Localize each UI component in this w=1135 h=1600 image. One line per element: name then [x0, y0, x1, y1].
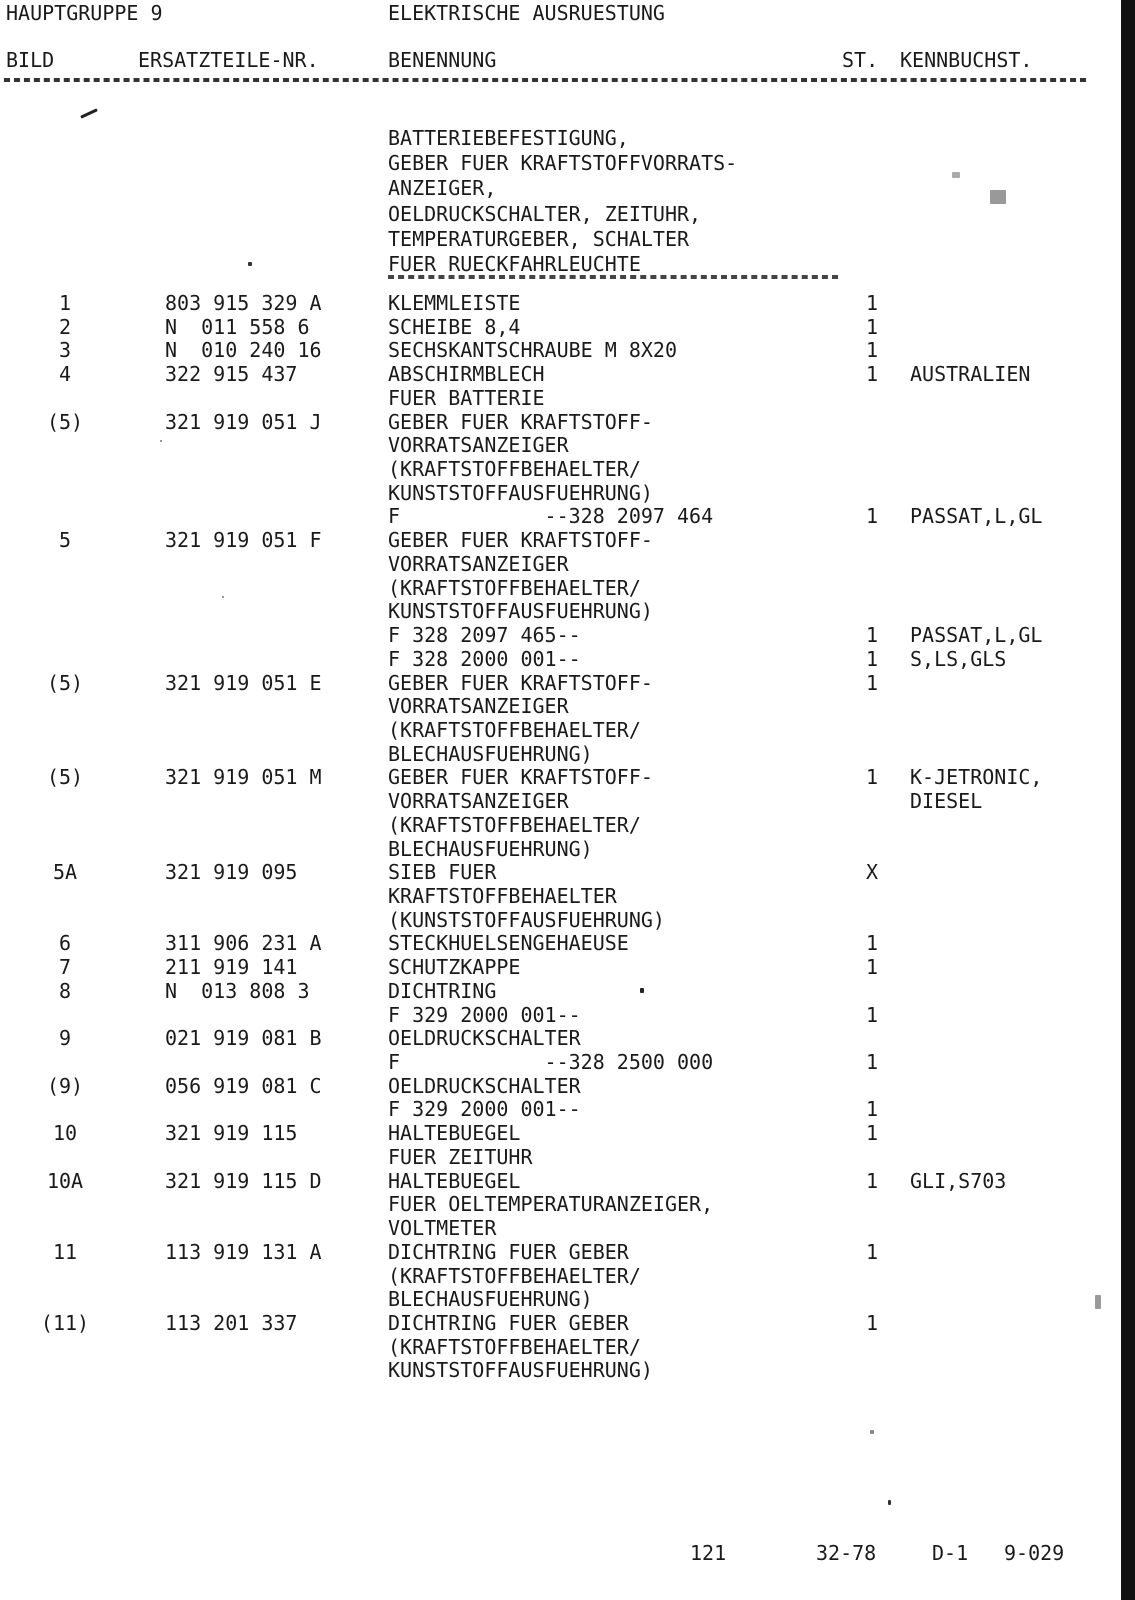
part-description: F 329 2000 001-- — [388, 1097, 581, 1122]
table-row — [0, 1265, 1100, 1288]
quantity: 1 — [866, 362, 879, 387]
table-row — [0, 956, 1100, 979]
part-description: GEBER FUER KRAFTSTOFF- — [388, 409, 653, 434]
quantity: 1 — [866, 1310, 879, 1335]
identifier: K-JETRONIC, — [910, 765, 1043, 790]
scan-edge — [1121, 0, 1135, 1600]
table-row — [0, 1241, 1100, 1264]
table-row — [0, 1027, 1100, 1050]
item-number: 2 — [58, 314, 72, 339]
part-description: (KRAFTSTOFFBEHAELTER/ — [388, 717, 641, 742]
part-description: GEBER FUER KRAFTSTOFF- — [388, 528, 653, 553]
item-number: (9) — [46, 1073, 84, 1098]
table-row — [0, 577, 1100, 600]
scan-smudge — [952, 172, 960, 178]
intro-line: TEMPERATURGEBER, SCHALTER — [388, 226, 690, 251]
part-description: (KUNSTSTOFFAUSFUEHRUNG) — [388, 907, 665, 932]
scan-smudge — [1095, 1295, 1101, 1309]
table-row — [0, 743, 1100, 766]
item-number: 10 — [52, 1121, 78, 1146]
intro-rule — [388, 275, 838, 279]
part-description: SECHSKANTSCHRAUBE M 8X20 — [388, 338, 677, 363]
table-row — [0, 1075, 1100, 1098]
part-number: 321 919 051 F — [165, 528, 322, 553]
part-description: VORRATSANZEIGER — [388, 789, 569, 814]
table-row — [0, 1336, 1100, 1359]
section-title: ELEKTRISCHE AUSRUESTUNG — [388, 1, 665, 25]
item-number: 11 — [52, 1239, 78, 1264]
part-number: 056 919 081 C — [165, 1073, 322, 1098]
quantity: 1 — [866, 931, 879, 956]
table-row — [0, 339, 1100, 362]
col-st: ST. — [842, 48, 879, 72]
col-nr: ERSATZTEILE-NR. — [138, 48, 319, 72]
part-description: BLECHAUSFUEHRUNG) — [388, 1287, 593, 1312]
scan-speck — [222, 596, 224, 598]
table-row — [0, 719, 1100, 742]
part-description: KLEMMLEISTE — [388, 291, 521, 315]
quantity: 1 — [866, 1168, 879, 1193]
identifier: PASSAT,L,GL — [910, 623, 1043, 648]
table-row — [0, 434, 1100, 457]
table-row — [0, 600, 1100, 623]
part-description: F 328 2000 001-- — [388, 646, 581, 671]
quantity: X — [866, 860, 879, 885]
quantity: 1 — [866, 623, 879, 648]
part-number: 113 201 337 — [165, 1310, 298, 1335]
quantity: 1 — [866, 955, 879, 980]
part-description: FUER BATTERIE — [388, 385, 545, 410]
intro-line: OELDRUCKSCHALTER, ZEITUHR, — [388, 201, 702, 226]
table-row — [0, 1122, 1100, 1145]
part-number: 311 906 231 A — [165, 931, 322, 956]
part-description: BLECHAUSFUEHRUNG) — [388, 741, 593, 766]
part-description: (KRAFTSTOFFBEHAELTER/ — [388, 812, 641, 837]
part-description: SCHUTZKAPPE — [388, 955, 521, 980]
scan-mark — [80, 108, 98, 118]
item-number: 7 — [58, 955, 72, 980]
part-number: 321 919 051 E — [165, 670, 322, 695]
footer-date: 32-78 — [816, 1541, 877, 1565]
part-description: F --328 2097 464 — [388, 504, 714, 529]
table-row — [0, 1051, 1100, 1074]
table-row — [0, 529, 1100, 552]
footer-code: D-1 — [932, 1541, 969, 1565]
table-row — [0, 1004, 1100, 1027]
part-description: VOLTMETER — [388, 1216, 497, 1241]
quantity: 1 — [866, 1097, 879, 1122]
intro-line: BATTERIEBEFESTIGUNG, — [388, 126, 629, 150]
part-description: OELDRUCKSCHALTER — [388, 1026, 581, 1051]
part-number: N 013 808 3 — [165, 978, 310, 1003]
part-description: FUER ZEITUHR — [388, 1144, 533, 1169]
part-description: GEBER FUER KRAFTSTOFF- — [388, 670, 653, 695]
part-description: ABSCHIRMBLECH — [388, 362, 545, 387]
item-number: 5 — [58, 528, 72, 553]
scan-speck — [870, 1430, 874, 1434]
quantity: 1 — [866, 504, 879, 529]
scan-speck — [160, 440, 162, 442]
part-description: DICHTRING FUER GEBER — [388, 1310, 629, 1335]
table-row — [0, 909, 1100, 932]
table-row — [0, 814, 1100, 837]
part-description: VORRATSANZEIGER — [388, 433, 569, 458]
item-number: 4 — [58, 362, 72, 387]
table-row — [0, 553, 1100, 576]
part-description: (KRAFTSTOFFBEHAELTER/ — [388, 575, 641, 600]
table-row — [0, 1359, 1100, 1382]
part-number: 321 919 051 M — [165, 765, 322, 790]
part-description: DICHTRING — [388, 978, 497, 1003]
table-row — [0, 505, 1100, 528]
table-row — [0, 292, 1100, 315]
table-row — [0, 838, 1100, 861]
part-description: (KRAFTSTOFFBEHAELTER/ — [388, 1334, 641, 1359]
identifier: DIESEL — [910, 789, 983, 814]
identifier: AUSTRALIEN — [910, 362, 1031, 387]
part-number: 322 915 437 — [165, 362, 298, 387]
table-row — [0, 1170, 1100, 1193]
table-row — [0, 1288, 1100, 1311]
intro-line: ANZEIGER, — [388, 176, 497, 201]
item-number: (5) — [46, 409, 84, 434]
quantity: 1 — [866, 314, 879, 339]
part-number: 321 919 115 D — [165, 1168, 322, 1193]
item-number: 9 — [58, 1026, 72, 1051]
header-rule — [4, 78, 1086, 82]
footer-ref: 9-029 — [1004, 1541, 1065, 1565]
table-row — [0, 695, 1100, 718]
quantity: 1 — [866, 338, 879, 363]
table-row — [0, 363, 1100, 386]
quantity: 1 — [866, 646, 879, 671]
part-description: HALTEBUEGEL — [388, 1121, 521, 1146]
item-number: (5) — [46, 670, 84, 695]
part-description: F 328 2097 465-- — [388, 623, 581, 648]
part-description: KUNSTSTOFFAUSFUEHRUNG) — [388, 480, 653, 505]
part-description: VORRATSANZEIGER — [388, 551, 569, 576]
part-number: 321 919 095 — [165, 860, 298, 885]
quantity: 1 — [866, 1121, 879, 1146]
item-number: (11) — [40, 1310, 90, 1335]
scan-speck — [888, 1500, 891, 1505]
scan-smudge — [990, 190, 1006, 204]
part-description: SIEB FUER — [388, 860, 497, 885]
identifier: PASSAT,L,GL — [910, 504, 1043, 529]
part-number: 321 919 115 — [165, 1121, 298, 1146]
scan-speck — [640, 988, 644, 993]
part-number: N 010 240 16 — [165, 338, 322, 363]
identifier: GLI,S703 — [910, 1168, 1007, 1193]
part-description: VORRATSANZEIGER — [388, 694, 569, 719]
part-description: KUNSTSTOFFAUSFUEHRUNG) — [388, 1358, 653, 1383]
table-row — [0, 624, 1100, 647]
table-row — [0, 980, 1100, 1003]
quantity: 1 — [866, 670, 879, 695]
table-row — [0, 861, 1100, 884]
item-number: 3 — [58, 338, 72, 363]
quantity: 1 — [866, 1002, 879, 1027]
part-description: (KRAFTSTOFFBEHAELTER/ — [388, 1263, 641, 1288]
part-number: 803 915 329 A — [165, 291, 322, 315]
part-description: F 329 2000 001-- — [388, 1002, 581, 1027]
item-number: 10A — [46, 1168, 84, 1193]
part-description: FUER OELTEMPERATURANZEIGER, — [388, 1192, 714, 1217]
part-description: KRAFTSTOFFBEHAELTER — [388, 884, 617, 908]
table-row — [0, 648, 1100, 671]
part-number: N 011 558 6 — [165, 314, 310, 339]
table-row — [0, 387, 1100, 410]
part-description: HALTEBUEGEL — [388, 1168, 521, 1193]
col-benennung: BENENNUNG — [388, 48, 497, 72]
part-description: STECKHUELSENGEHAEUSE — [388, 931, 629, 956]
intro-line: FUER RUECKFAHRLEUCHTE — [388, 252, 641, 276]
scan-speck — [248, 262, 252, 266]
col-kennbuchst: KENNBUCHST. — [900, 48, 1033, 72]
part-description: OELDRUCKSCHALTER — [388, 1073, 581, 1098]
table-row — [0, 672, 1100, 695]
quantity: 1 — [866, 1050, 879, 1075]
table-row — [0, 482, 1100, 505]
quantity: 1 — [866, 765, 879, 790]
table-row — [0, 1193, 1100, 1216]
quantity: 1 — [866, 291, 879, 315]
part-description: DICHTRING FUER GEBER — [388, 1239, 629, 1264]
group-title: HAUPTGRUPPE 9 — [6, 1, 163, 25]
part-description: KUNSTSTOFFAUSFUEHRUNG) — [388, 599, 653, 624]
part-description: BLECHAUSFUEHRUNG) — [388, 836, 593, 861]
item-number: 5A — [52, 860, 78, 885]
table-row — [0, 1312, 1100, 1335]
part-description: (KRAFTSTOFFBEHAELTER/ — [388, 457, 641, 482]
item-number: 8 — [58, 978, 72, 1003]
table-row — [0, 790, 1100, 813]
part-description: GEBER FUER KRAFTSTOFF- — [388, 765, 653, 790]
part-description: F --328 2500 000 — [388, 1050, 714, 1075]
col-bild: BILD — [6, 48, 55, 72]
item-number: 1 — [58, 291, 72, 315]
table-row — [0, 458, 1100, 481]
table-row — [0, 1217, 1100, 1240]
table-row — [0, 316, 1100, 339]
identifier: S,LS,GLS — [910, 646, 1007, 671]
part-number: 321 919 051 J — [165, 409, 322, 434]
item-number: 6 — [58, 931, 72, 956]
table-row — [0, 1146, 1100, 1169]
part-number: 211 919 141 — [165, 955, 298, 980]
item-number: (5) — [46, 765, 84, 790]
part-number: 021 919 081 B — [165, 1026, 322, 1051]
table-row — [0, 885, 1100, 908]
page-number: 121 — [690, 1541, 727, 1565]
intro-line: GEBER FUER KRAFTSTOFFVORRATS- — [388, 151, 738, 176]
part-number: 113 919 131 A — [165, 1239, 322, 1264]
table-row — [0, 1098, 1100, 1121]
table-row — [0, 766, 1100, 789]
quantity: 1 — [866, 1239, 879, 1264]
table-row — [0, 932, 1100, 955]
part-description: SCHEIBE 8,4 — [388, 314, 521, 339]
table-row — [0, 411, 1100, 434]
